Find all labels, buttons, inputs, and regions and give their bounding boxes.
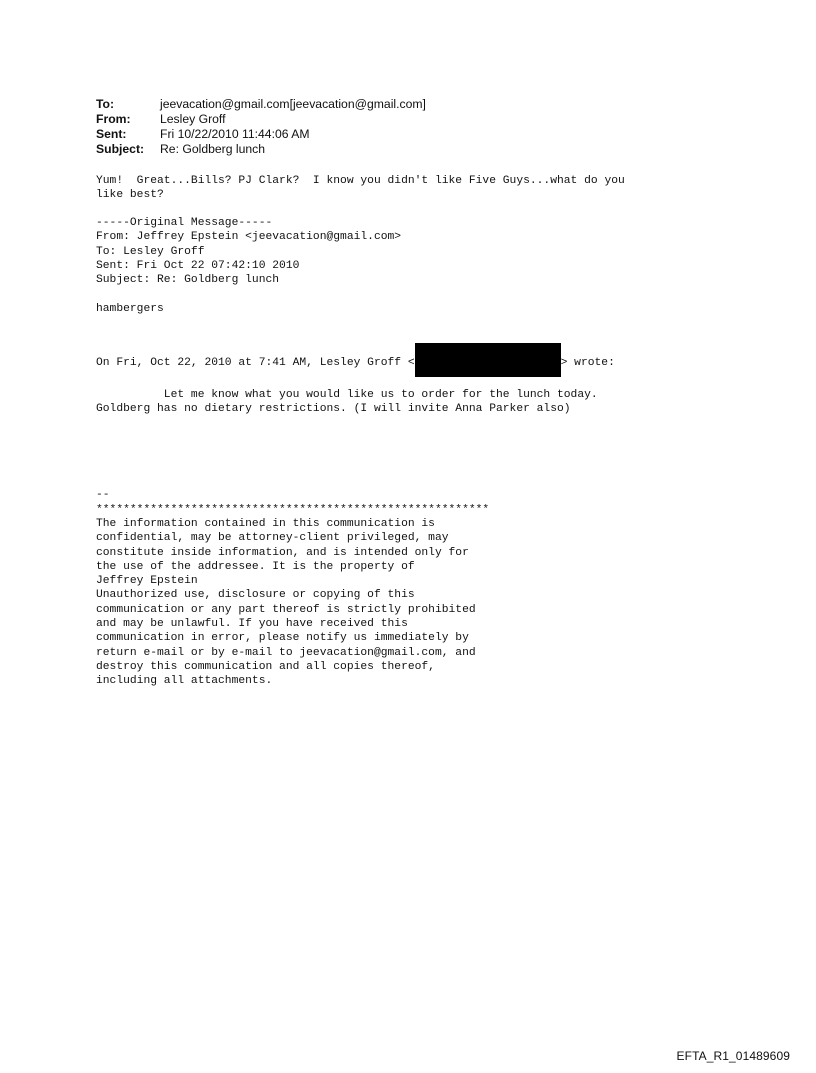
original-from: From: Jeffrey Epstein <jeevacation@gmail.com> (96, 231, 402, 244)
quoted-line-1: Let me know what you would like us to order for the lunch today. (96, 389, 598, 401)
quoted-line-2: Goldberg has no dietary restrictions. (I will invite Anna Parker also) (96, 403, 571, 416)
to-value: jeevacation@gmail.com[jeevacation@gmail.com] (160, 97, 426, 111)
sent-row (96, 127, 426, 142)
original-sent: Sent: Fri Oct 22 07:42:10 2010 (96, 259, 300, 272)
original-subject: Subject: Re: Goldberg lunch (96, 274, 280, 287)
disclaimer (96, 517, 476, 689)
attribution-prefix: On Fri, Oct 22, 2010 at 7:41 AM, Lesley Groff < (96, 356, 415, 369)
disclaimer-line: communication in error, please notify us immediately by (96, 632, 469, 645)
subject-row (96, 142, 426, 157)
from-row (96, 112, 426, 127)
disclaimer-line: including all attachments. (96, 675, 273, 688)
disclaimer-line: and may be unlawful. If you have received this (96, 618, 408, 631)
disclaimer-line: Jeffrey Epstein (96, 575, 198, 588)
sent-value: Fri 10/22/2010 11:44:06 AM (160, 127, 310, 141)
reply-text (96, 174, 625, 203)
original-to: To: Lesley Groff (96, 245, 205, 258)
disclaimer-line: communication or any part thereof is strictly prohibited (96, 603, 476, 616)
to-row (96, 97, 426, 112)
document-id: EFTA_R1_01489609 (676, 1049, 790, 1063)
email-header-block (96, 97, 426, 157)
signature-dashes: -- (96, 489, 110, 501)
reply-line-1: Yum! Great...Bills? PJ Clark? I know you didn't like Five Guys...what do you (96, 175, 625, 187)
signature-stars: ********************************************************** (96, 504, 490, 516)
disclaimer-line: the use of the addressee. It is the property of (96, 560, 415, 573)
disclaimer-line: confidential, may be attorney-client privileged, may (96, 532, 449, 545)
to-label: To: (96, 97, 115, 111)
from-label: From: (96, 112, 131, 126)
subject-value: Re: Goldberg lunch (160, 142, 266, 156)
attribution-suffix: > wrote: (560, 356, 615, 369)
subject-label: Subject: (96, 142, 145, 156)
disclaimer-line: Unauthorized use, disclosure or copying of this (96, 589, 415, 602)
sent-label: Sent: (96, 127, 127, 141)
from-value: Lesley Groff (160, 112, 226, 126)
reply-line-2: like best? (96, 189, 164, 202)
disclaimer-line: destroy this communication and all copies thereof, (96, 660, 435, 673)
disclaimer-line: constitute inside information, and is intended only for (96, 546, 469, 559)
original-body: hambergers (96, 303, 164, 315)
quoted-text (96, 388, 598, 417)
redaction-box (415, 343, 561, 377)
original-separator: -----Original Message----- (96, 217, 273, 229)
disclaimer-line: The information contained in this communication is (96, 518, 435, 530)
quote-attribution (96, 345, 615, 379)
original-message-header (96, 216, 401, 287)
disclaimer-line: return e-mail or by e-mail to jeevacation@gmail.com, and (96, 646, 476, 659)
